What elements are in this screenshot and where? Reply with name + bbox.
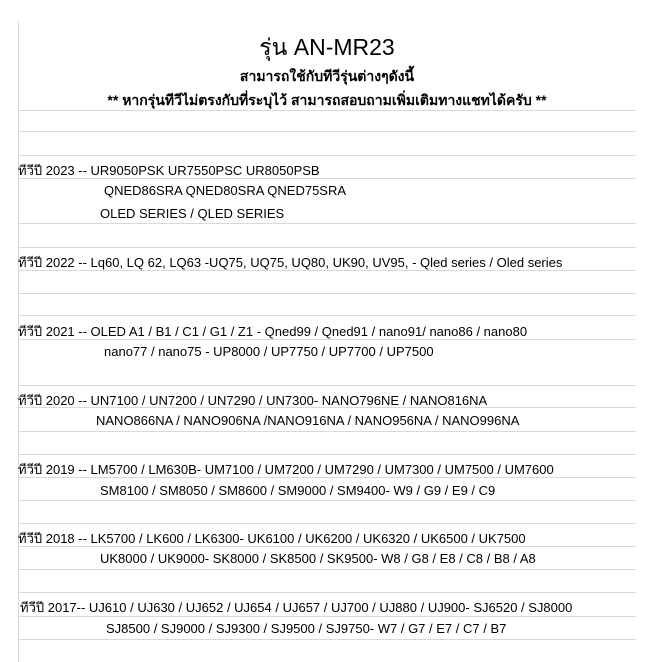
model-list-line: QNED86SRA QNED80SRA QNED75SRA: [104, 183, 347, 198]
grid-column-line: [18, 22, 19, 662]
year-row-2018: ทีวีปี 2018 -- LK5700 / LK600 / LK6300- UK6100 / UK6200 / UK6320 / UK6500 / UK7500: [18, 531, 526, 546]
grid-row-line: [18, 247, 636, 248]
grid-row-line: [18, 431, 636, 432]
model-list-line: SJ8500 / SJ9000 / SJ9300 / SJ9500 / SJ9750- W7 / G7 / E7 / C7 / B7: [106, 621, 507, 636]
grid-row-line: [18, 131, 636, 132]
year-row-2022: ทีวีปี 2022 -- Lq60, LQ 62, LQ63 -UQ75, UQ75, UQ80, UK90, UV95, - Qled series / Oled series: [18, 255, 563, 270]
grid-row-line: [18, 500, 636, 501]
grid-row-line: [18, 315, 636, 316]
model-list-line: OLED SERIES / QLED SERIES: [100, 206, 285, 221]
grid-row-line: [18, 569, 636, 570]
year-row-2017: ทีวีปี 2017-- UJ610 / UJ630 / UJ652 / UJ654 / UJ657 / UJ700 / UJ880 / UJ900- SJ6520 / SJ8000: [20, 600, 573, 615]
grid-row-line: [18, 639, 636, 640]
spreadsheet-sheet: [18, 22, 636, 662]
year-row-2020: ทีวีปี 2020 -- UN7100 / UN7200 / UN7290 / UN7300- NANO796NE / NANO816NA: [18, 393, 488, 408]
model-list-line: NANO866NA / NANO906NA /NANO916NA / NANO956NA / NANO996NA: [96, 413, 520, 428]
grid-row-line: [18, 454, 636, 455]
subtitle: สามารถใช้กับทีวีรุ่นต่างๆดังนี้: [239, 68, 415, 84]
year-row-2021: ทีวีปี 2021 -- OLED A1 / B1 / C1 / G1 / Z1 - Qned99 / Qned91 / nano91/ nano86 / nano80: [18, 324, 528, 339]
grid-row-line: [18, 155, 636, 156]
model-list-line: UK8000 / UK9000- SK8000 / SK8500 / SK9500- W8 / G8 / E8 / C8 / B8 / A8: [100, 551, 536, 566]
grid-row-line: [18, 592, 636, 593]
grid-row-line: [18, 523, 636, 524]
grid-row-line: [18, 385, 636, 386]
chat-note: ** หากรุ่นทีวีไม่ตรงกับที่ระบุไว้ สามารถสอบถามเพิ่มเติมทางแชทได้ครับ **: [107, 92, 547, 108]
grid-row-line: [18, 293, 636, 294]
year-row-2019: ทีวีปี 2019 -- LM5700 / LM630B- UM7100 / UM7200 / UM7290 / UM7300 / UM7500 / UM7600: [18, 462, 554, 477]
year-row-2023: ทีวีปี 2023 -- UR9050PSK UR7550PSC UR8050PSB: [18, 163, 320, 178]
model-list-line: SM8100 / SM8050 / SM8600 / SM9000 / SM9400- W9 / G9 / E9 / C9: [100, 483, 496, 498]
model-list-line: nano77 / nano75 - UP8000 / UP7750 / UP7700 / UP7500: [104, 344, 434, 359]
grid-row-line: [18, 223, 636, 224]
page-title: รุ่น AN-MR23: [259, 34, 395, 60]
